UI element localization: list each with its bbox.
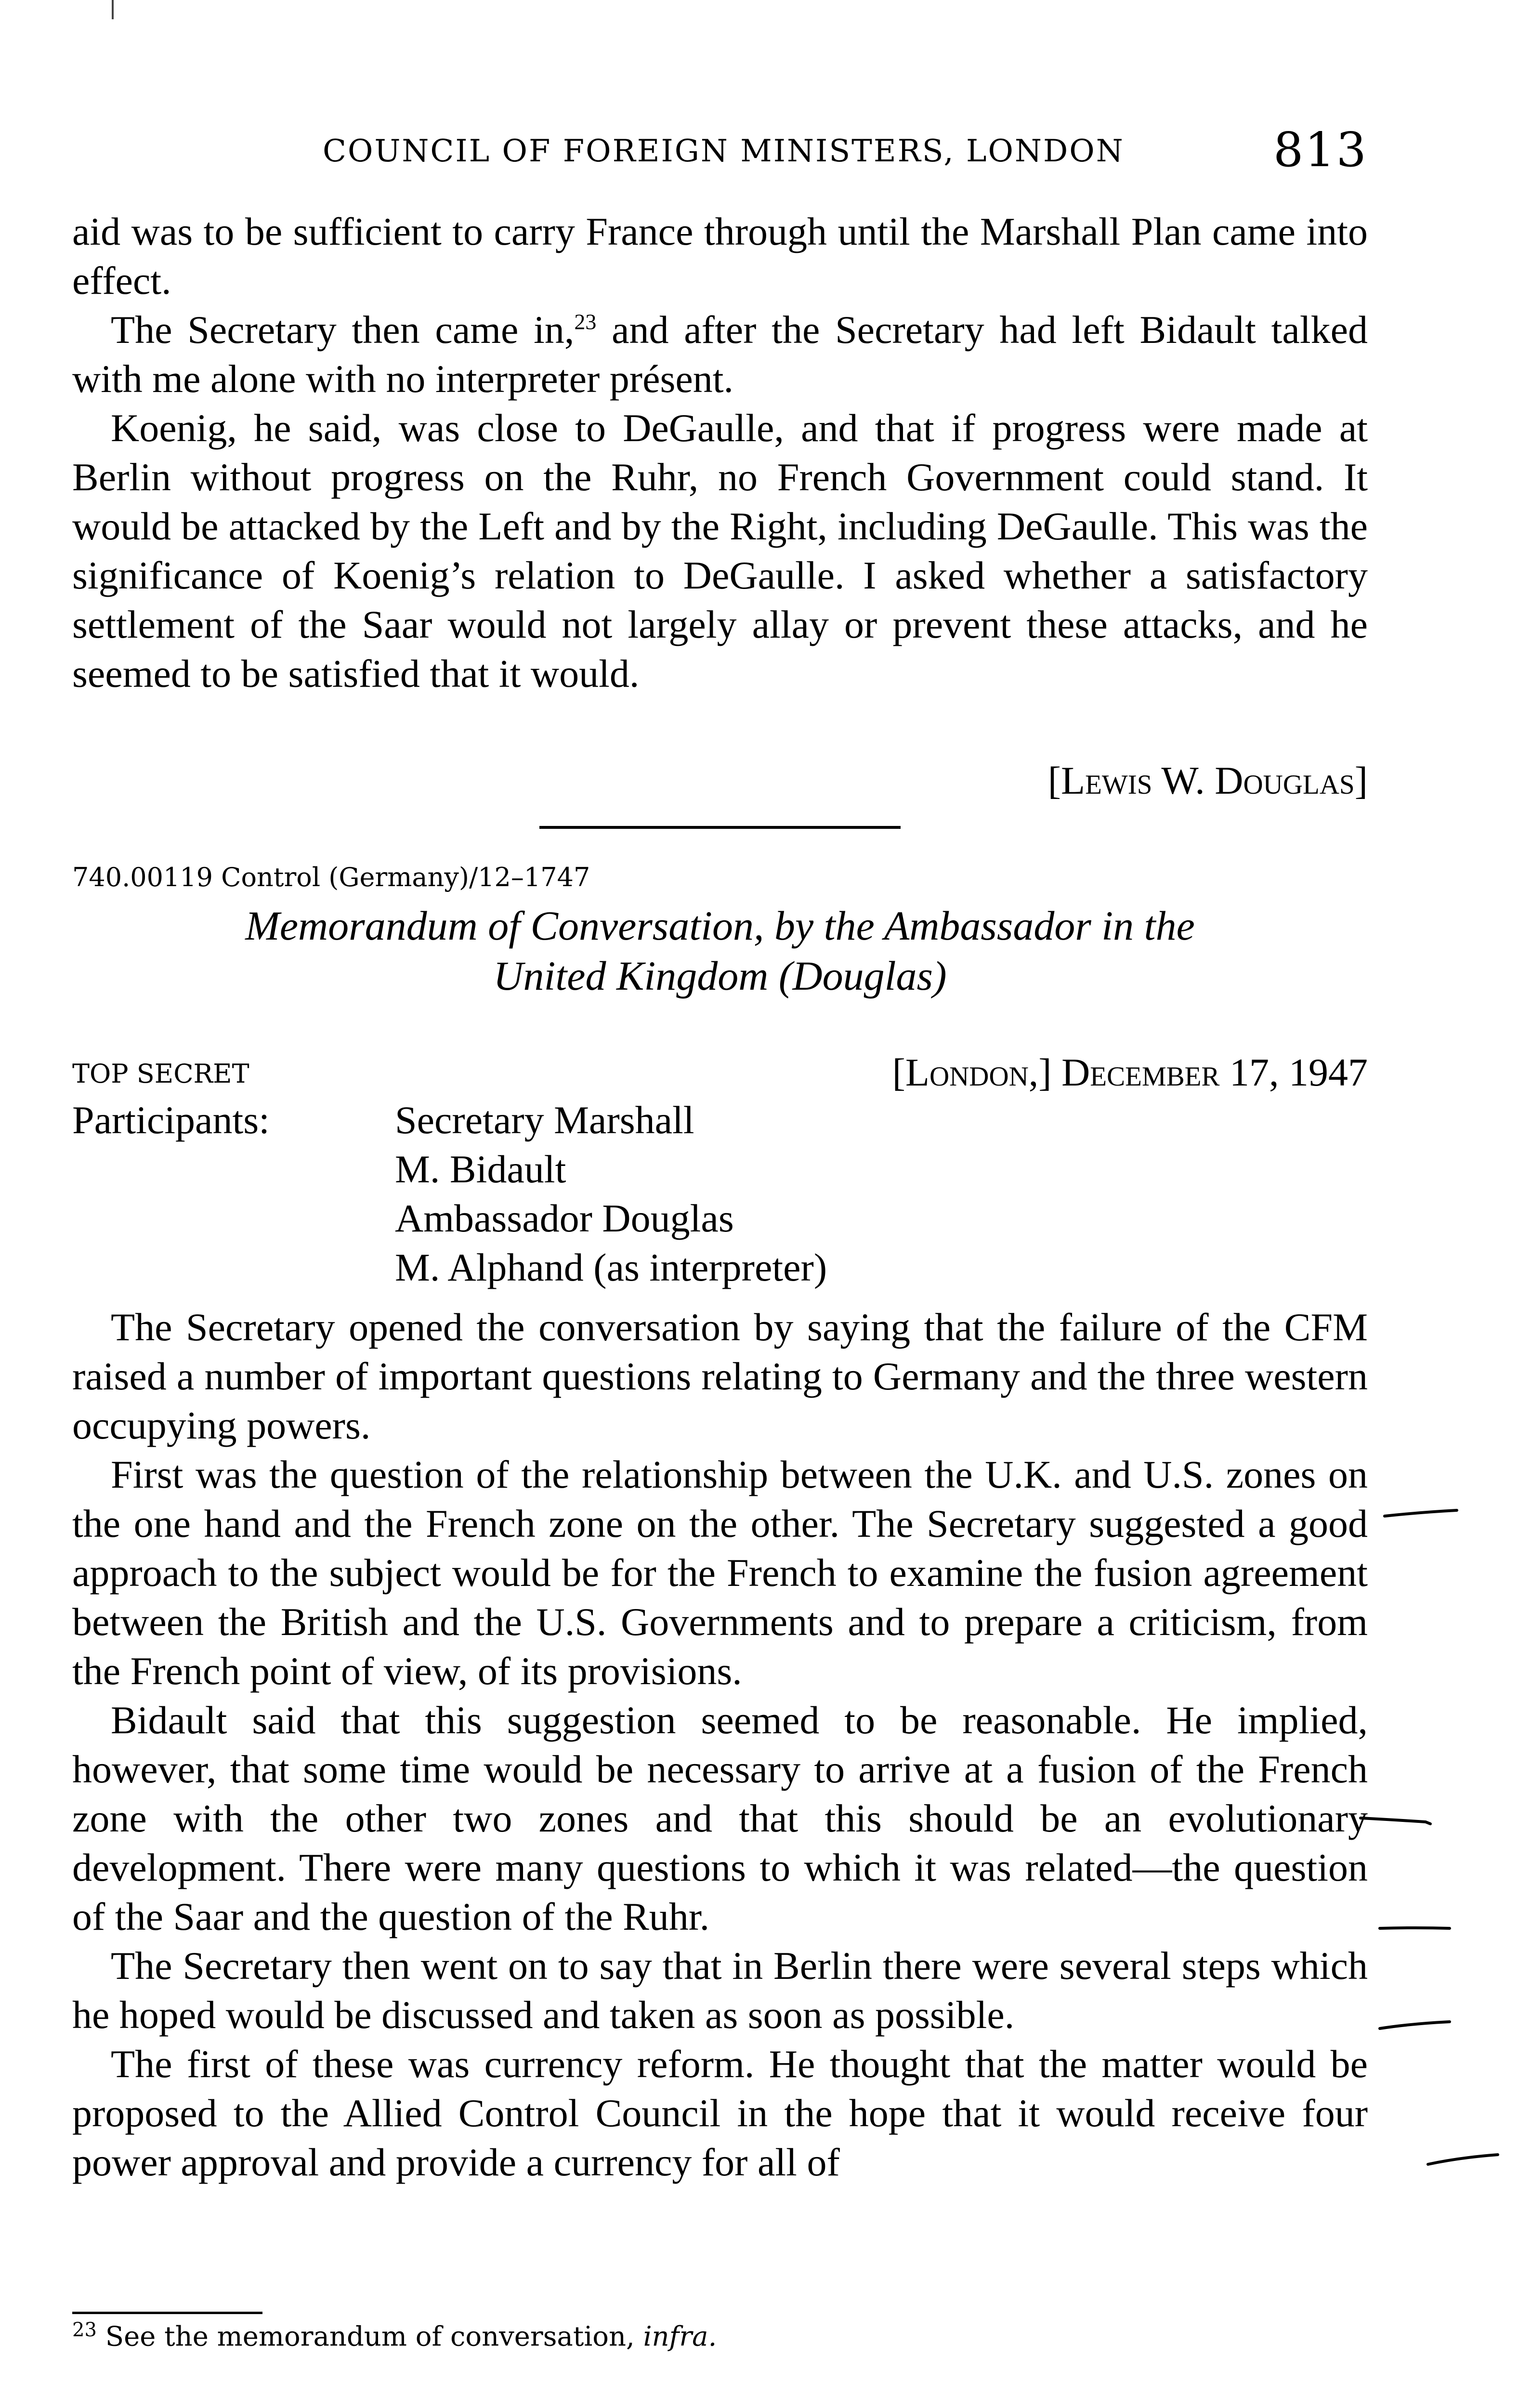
margin-mark-icon <box>1377 2018 1454 2032</box>
participant: M. Bidault <box>395 1147 566 1191</box>
participants-list <box>395 1096 827 1292</box>
participants-label: Participants: <box>72 1098 270 1142</box>
paragraph: Koenig, he said, was close to DeGaulle, and that if progress were made at Berlin without progress on the Ruhr, no French Government could stand. It would be attacked by the Left and by the Right, including DeGaulle. This was the significance of Koenig’s relation to DeGaulle. I asked whether a satisfactory settlement of the Saar would not largely allay or prevent these attacks, and he seemed to be satisfied that it would. <box>72 406 1368 695</box>
footnote-divider <box>72 2312 262 2314</box>
margin-mark-icon <box>1358 1813 1435 1828</box>
page-number: 813 <box>1273 123 1368 178</box>
participant: Ambassador Douglas <box>395 1196 734 1240</box>
paragraph: The Secretary opened the conversation by saying that the failure of the CFM raised a number of important questions relating to Germany and the three western occupying powers. <box>72 1305 1368 1447</box>
memo-body <box>72 1303 1368 2187</box>
classification: TOP SECRET <box>72 1059 249 1089</box>
footnote <box>72 2319 717 2353</box>
footnote-italic: infra. <box>643 2321 717 2353</box>
margin-mark-icon <box>1426 2153 1503 2167</box>
paragraph: The Secretary then went on to say that in Berlin there were several steps which he hoped would be discussed and taken as soon as possible. <box>72 1944 1368 2037</box>
memo-date: [London,] December 17, 1947 <box>892 1050 1368 1094</box>
footnote-text: See the memorandum of conversation, <box>96 2321 643 2353</box>
signature-block <box>72 756 1368 805</box>
participant: M. Alphand (as interpreter) <box>395 1245 827 1289</box>
running-head-title: COUNCIL OF FOREIGN MINISTERS, LONDON <box>323 133 1125 169</box>
scan-mark <box>112 0 114 19</box>
section-divider <box>539 826 901 829</box>
signature: [Lewis W. Douglas] <box>1047 759 1368 802</box>
footnote-mark: 23 <box>72 2319 97 2341</box>
paragraph: The Secretary then came in,$^{23}$ and after the Secretary had left Bidault talked with me alone with no interpreter présent. <box>72 308 1368 401</box>
paragraph: The first of these was currency reform. He thought that the matter would be proposed to the Allied Control Council in the hope that it would receive four power approval and provide a currency for all of <box>72 2042 1368 2184</box>
paragraph: First was the question of the relationship between the U.K. and U.S. zones on the one hand and the French zone on the other. The Secretary suggested a good approach to the subject would be for the French to examine the fusion agreement between the British and the U.S. Governments and to prepare a criticism, from the French point of view, of its provisions. <box>72 1453 1368 1693</box>
memo-title-line: Memorandum of Conversation, by the Ambassador in the <box>245 903 1195 949</box>
margin-mark-icon <box>1377 1922 1454 1936</box>
footnote-reference: 23 <box>574 309 597 334</box>
file-reference: 740.00119 Control (Germany)/12–1747 <box>72 862 590 892</box>
margin-mark-icon <box>1382 1507 1459 1522</box>
memo-title <box>72 901 1368 1001</box>
previous-document-text <box>72 207 1368 698</box>
memo-title-line: United Kingdom (Douglas) <box>493 953 947 999</box>
paragraph: aid was to be sufficient to carry France through until the Marshall Plan came into effect. <box>72 209 1368 302</box>
participant: Secretary Marshall <box>395 1098 694 1142</box>
paragraph: Bidault said that this suggestion seemed to be reasonable. He implied, however, that some time would be necessary to arrive at a fusion of the French zone with the other two zones and that this should be an evolutionary development. There were many questions to which it was related—the question of the Saar and the question of the Ruhr. <box>72 1698 1368 1938</box>
